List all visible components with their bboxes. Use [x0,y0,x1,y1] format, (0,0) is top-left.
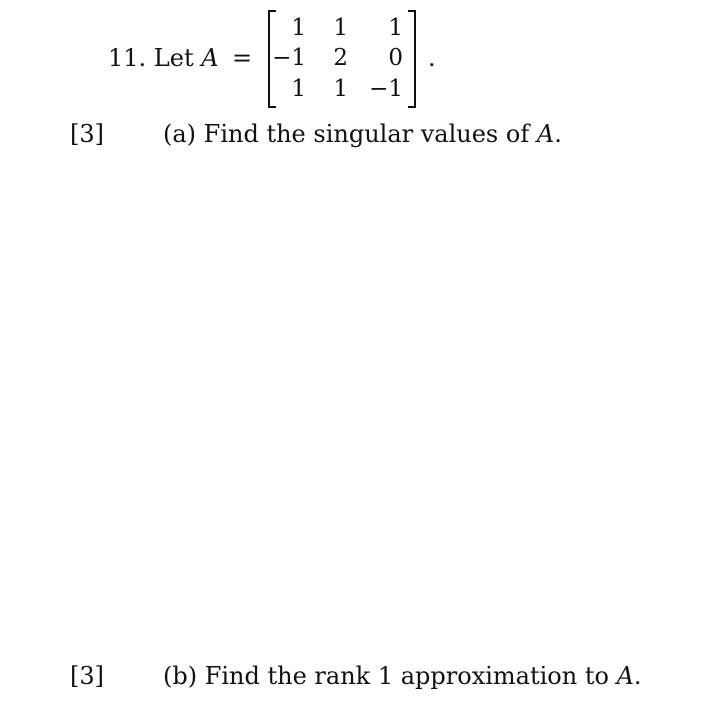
matrix-cell: −1 [369,76,403,102]
matrix-cell: 1 [333,76,348,102]
right-bracket [408,10,416,108]
part-a-question: (a) Find the singular values of [163,120,537,148]
matrix-cell: 1 [333,15,348,41]
matrix-cell: 2 [333,45,348,71]
part-a-variable: A [536,120,555,148]
matrix-cell: 1 [291,15,306,41]
part-b-text [163,660,642,692]
matrix-variable: A [201,44,219,72]
part-b-points: [3] [70,662,104,690]
part-b-variable: A [616,662,634,690]
matrix-cell: 0 [388,45,403,71]
matrix-a [262,10,422,108]
matrix-cell: −1 [272,45,306,71]
part-a-end: . [554,120,562,148]
problem-number: 11. Let [108,44,202,72]
part-a-points: [3] [70,120,104,148]
part-b-end: . [633,662,642,690]
part-a-text [163,118,562,150]
part-b-question: (b) Find the rank 1 approximation to [163,662,617,690]
equals-sign: = [232,44,253,72]
problem-statement [108,42,219,74]
matrix-cell: 1 [291,76,306,102]
period: . [428,44,436,72]
matrix-cell: 1 [388,15,403,41]
